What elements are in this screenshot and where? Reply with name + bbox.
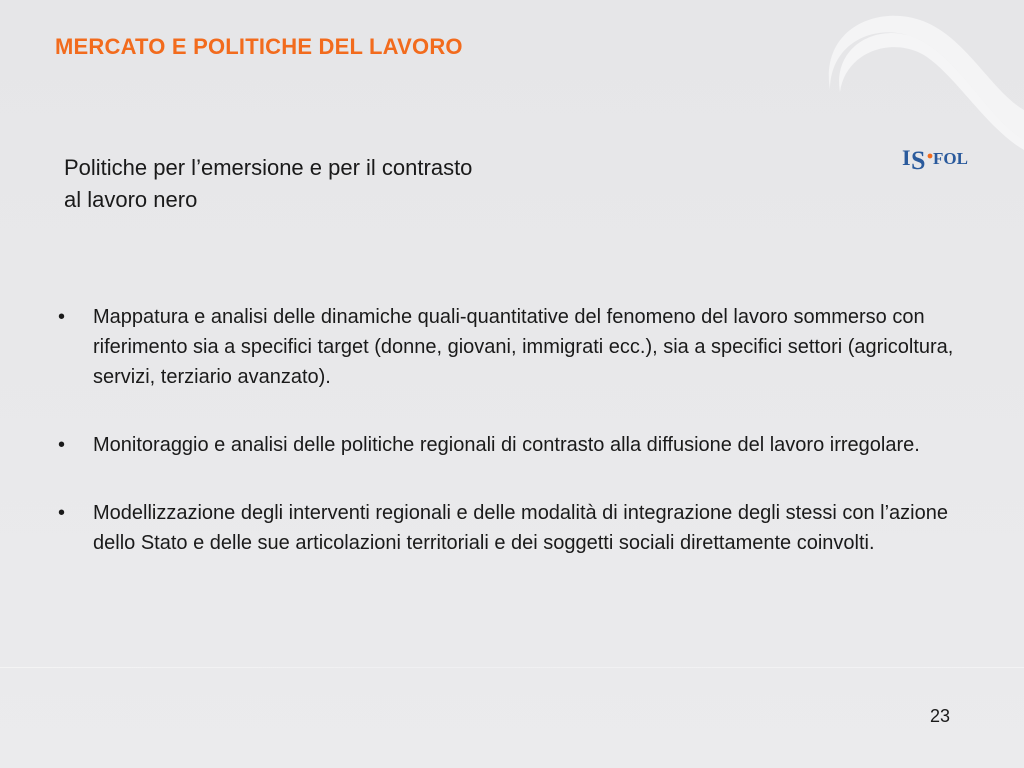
bullet-dot-icon: •: [58, 434, 66, 456]
slide-subtitle: [64, 152, 624, 216]
bullet-item: [56, 498, 966, 558]
isfol-logo-icon: [896, 138, 972, 178]
subtitle-line: al lavoro nero: [64, 187, 198, 212]
page-number: 23: [930, 706, 951, 726]
bullet-text: Mappatura e analisi delle dinamiche quali-quantitative del fenomeno del lavoro sommerso con riferimento sia a specifici target (donne, giovani, immigrati ecc.), sia a specifici settori (agricoltura, servizi, terziario avanzato).: [93, 306, 954, 388]
svg-text:S: S: [911, 146, 926, 175]
bullet-item: [56, 302, 966, 392]
subtitle-line: Politiche per l’emersione e per il contrasto: [64, 155, 473, 180]
svg-text:FOL: FOL: [933, 149, 968, 168]
bullet-dot-icon: •: [58, 306, 66, 328]
svg-text:I: I: [902, 145, 911, 170]
bullet-dot-icon: •: [58, 502, 66, 524]
bullet-item: [56, 430, 966, 460]
slide-title: MERCATO E POLITICHE DEL LAVORO: [55, 34, 463, 59]
bullet-text: Monitoraggio e analisi delle politiche regionali di contrasto alla diffusione del lavoro irregolare.: [93, 434, 920, 456]
bullet-text: Modellizzazione degli interventi regionali e delle modalità di integrazione degli stessi con l’azione dello Stato e delle sue articolazioni territoriali e dei soggetti sociali direttamente coinvolti.: [93, 502, 948, 554]
bullet-list: [56, 302, 966, 596]
footer-divider: [0, 667, 1024, 668]
